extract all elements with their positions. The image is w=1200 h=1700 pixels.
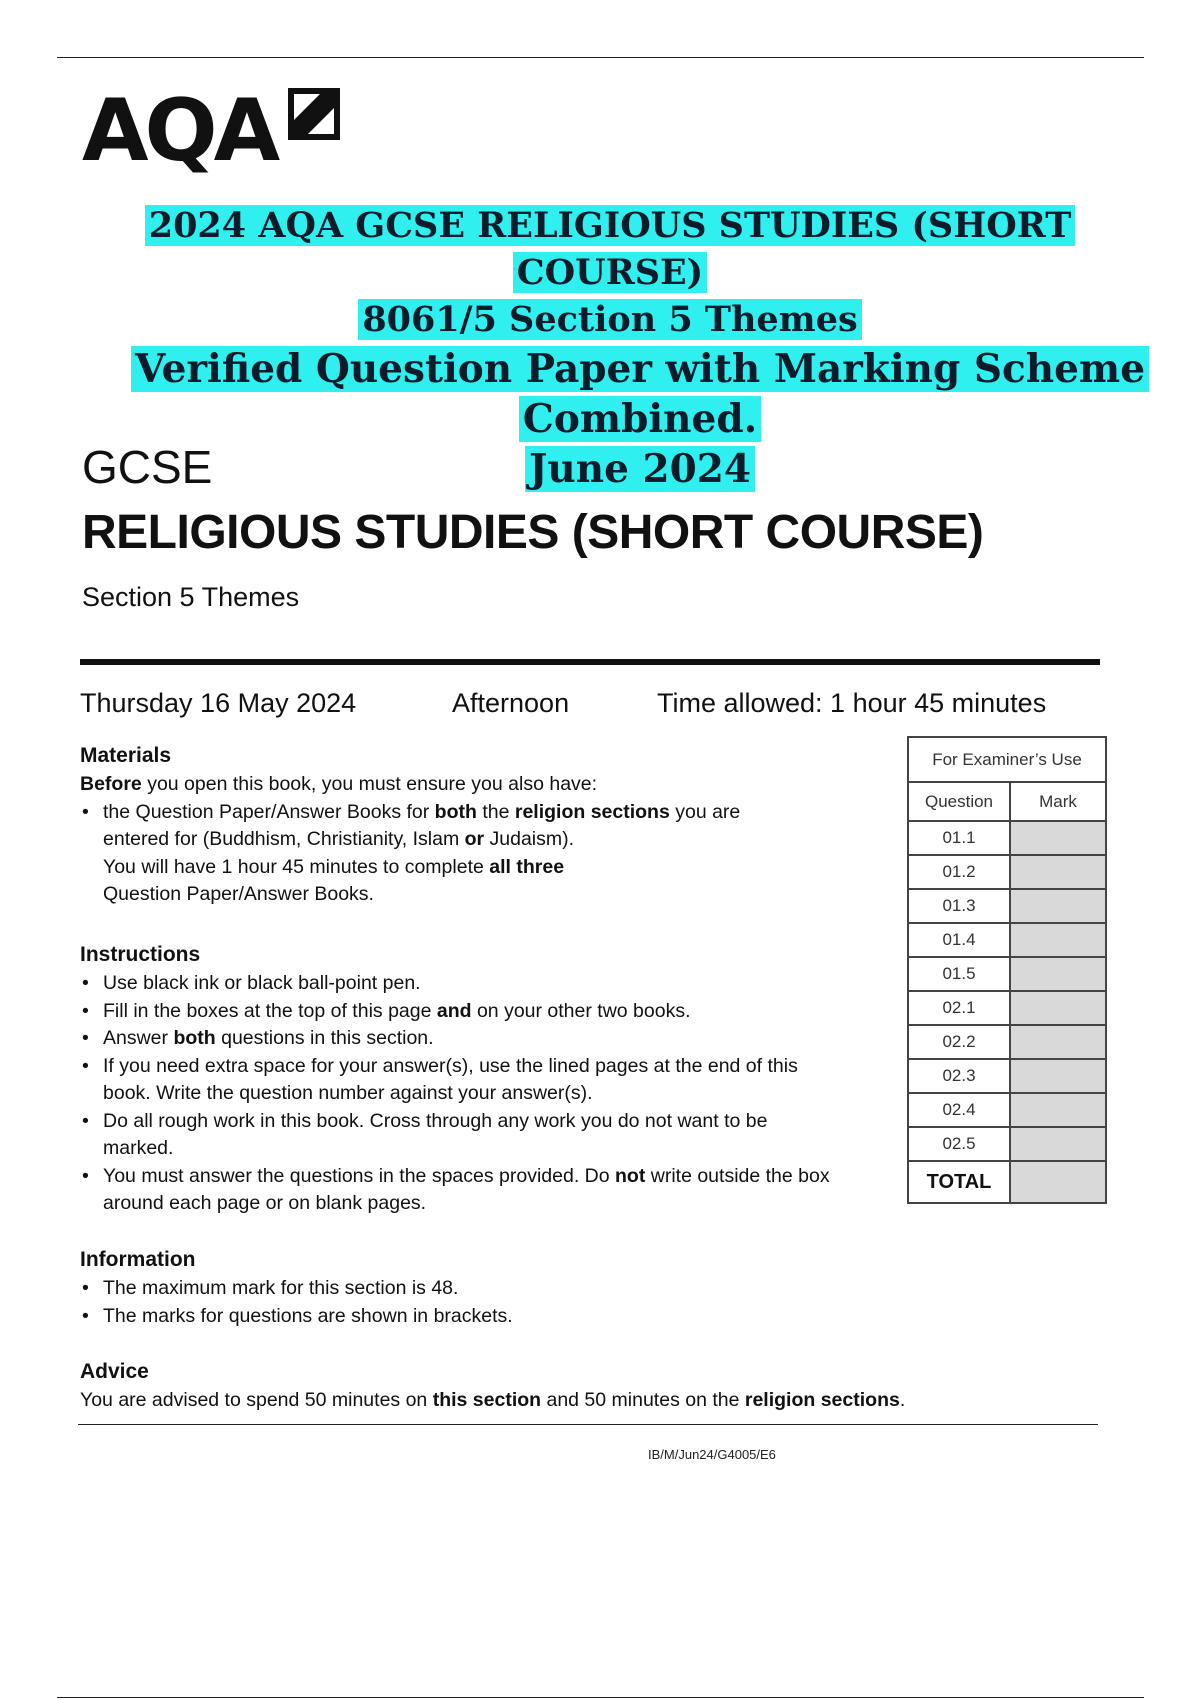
instruction-item: • You must answer the questions in the spaces provided. Do not write outside the box around each page or on blank pages. <box>80 1163 853 1218</box>
mark-cell <box>1010 1059 1106 1093</box>
total-mark-cell <box>1010 1161 1106 1203</box>
banner-title-line1: 2024 AQA GCSE RELIGIOUS STUDIES (SHORT COURSE) <box>145 205 1076 293</box>
mark-cell <box>1010 821 1106 855</box>
banner-subtitle <box>60 344 1200 494</box>
instructions-block <box>80 940 880 1218</box>
instruction-item: • Answer both questions in this section. <box>80 1025 880 1053</box>
banner-title <box>60 202 1160 343</box>
mark-cell <box>1010 1025 1106 1059</box>
exam-date: Thursday 16 May 2024 <box>80 688 357 718</box>
mark-cell <box>1010 991 1106 1025</box>
question-number: 01.1 <box>908 821 1010 855</box>
mark-cell <box>1010 855 1106 889</box>
top-rule <box>57 57 1144 58</box>
banner-subtitle-line2: June 2024 <box>525 446 755 492</box>
question-column-header: Question <box>908 782 1010 821</box>
instruction-item: • Do all rough work in this book. Cross through any work you do not want to be marked. <box>80 1108 843 1163</box>
materials-item: • the Question Paper/Answer Books for both the religion sections you are entered for (Buddhism, Christianity, Islam or Judaism). You will have 1 hour 45 minutes to complete all three Question Paper/Answer Books. <box>80 799 763 909</box>
instruction-item: • If you need extra space for your answer(s), use the lined pages at the end of this book. Write the question number against your answer(s). <box>80 1053 843 1108</box>
aqa-logo <box>82 81 352 186</box>
page-bottom-rule <box>57 1697 1144 1698</box>
advice-block <box>80 1357 1080 1415</box>
examiner-use-table <box>907 736 1107 1204</box>
mark-cell <box>1010 957 1106 991</box>
section-heading: Section 5 Themes <box>82 582 300 612</box>
total-label: TOTAL <box>908 1161 1010 1203</box>
information-block <box>80 1245 880 1330</box>
materials-block <box>80 741 880 909</box>
question-number: 02.4 <box>908 1093 1010 1127</box>
question-number: 01.3 <box>908 889 1010 923</box>
time-allowed: Time allowed: 1 hour 45 minutes <box>657 688 1047 718</box>
advice-heading: Advice <box>80 1360 149 1383</box>
paper-code: IB/M/Jun24/G4005/E6 <box>648 1447 776 1462</box>
exam-session: Afternoon <box>452 688 570 718</box>
question-number: 02.5 <box>908 1127 1010 1161</box>
instruction-item: • Use black ink or black ball-point pen. <box>80 970 880 998</box>
instruction-item: • Fill in the boxes at the top of this page and on your other two books. <box>80 998 880 1026</box>
question-number: 01.5 <box>908 957 1010 991</box>
mark-cell <box>1010 923 1106 957</box>
level-heading: GCSE <box>82 441 213 493</box>
banner-subtitle-line1: Verified Question Paper with Marking Scheme Combined. <box>131 346 1149 442</box>
mark-column-header: Mark <box>1010 782 1106 821</box>
question-number: 01.2 <box>908 855 1010 889</box>
mark-cell <box>1010 1127 1106 1161</box>
bottom-rule <box>78 1424 1098 1425</box>
question-number: 01.4 <box>908 923 1010 957</box>
question-number: 02.1 <box>908 991 1010 1025</box>
question-number: 02.3 <box>908 1059 1010 1093</box>
question-number: 02.2 <box>908 1025 1010 1059</box>
instructions-heading: Instructions <box>80 943 201 966</box>
mark-cell <box>1010 1093 1106 1127</box>
subject-heading: RELIGIOUS STUDIES (SHORT COURSE) <box>82 506 984 559</box>
materials-heading: Materials <box>80 744 172 767</box>
advice-text: You are advised to spend 50 minutes on this section and 50 minutes on the religion sections. <box>80 1389 906 1411</box>
logo-text: AQA <box>82 81 277 181</box>
examiner-table-title: For Examiner’s Use <box>908 737 1106 782</box>
information-item: • The marks for questions are shown in brackets. <box>80 1303 880 1331</box>
materials-intro: Before you open this book, you must ensure you also have: <box>80 773 598 795</box>
information-item: • The maximum mark for this section is 48. <box>80 1275 880 1303</box>
information-heading: Information <box>80 1248 196 1271</box>
heading-divider <box>80 659 1100 665</box>
mark-cell <box>1010 889 1106 923</box>
banner-title-line2: 8061/5 Section 5 Themes <box>358 299 861 340</box>
aqa-logo-mark-icon <box>286 86 342 142</box>
